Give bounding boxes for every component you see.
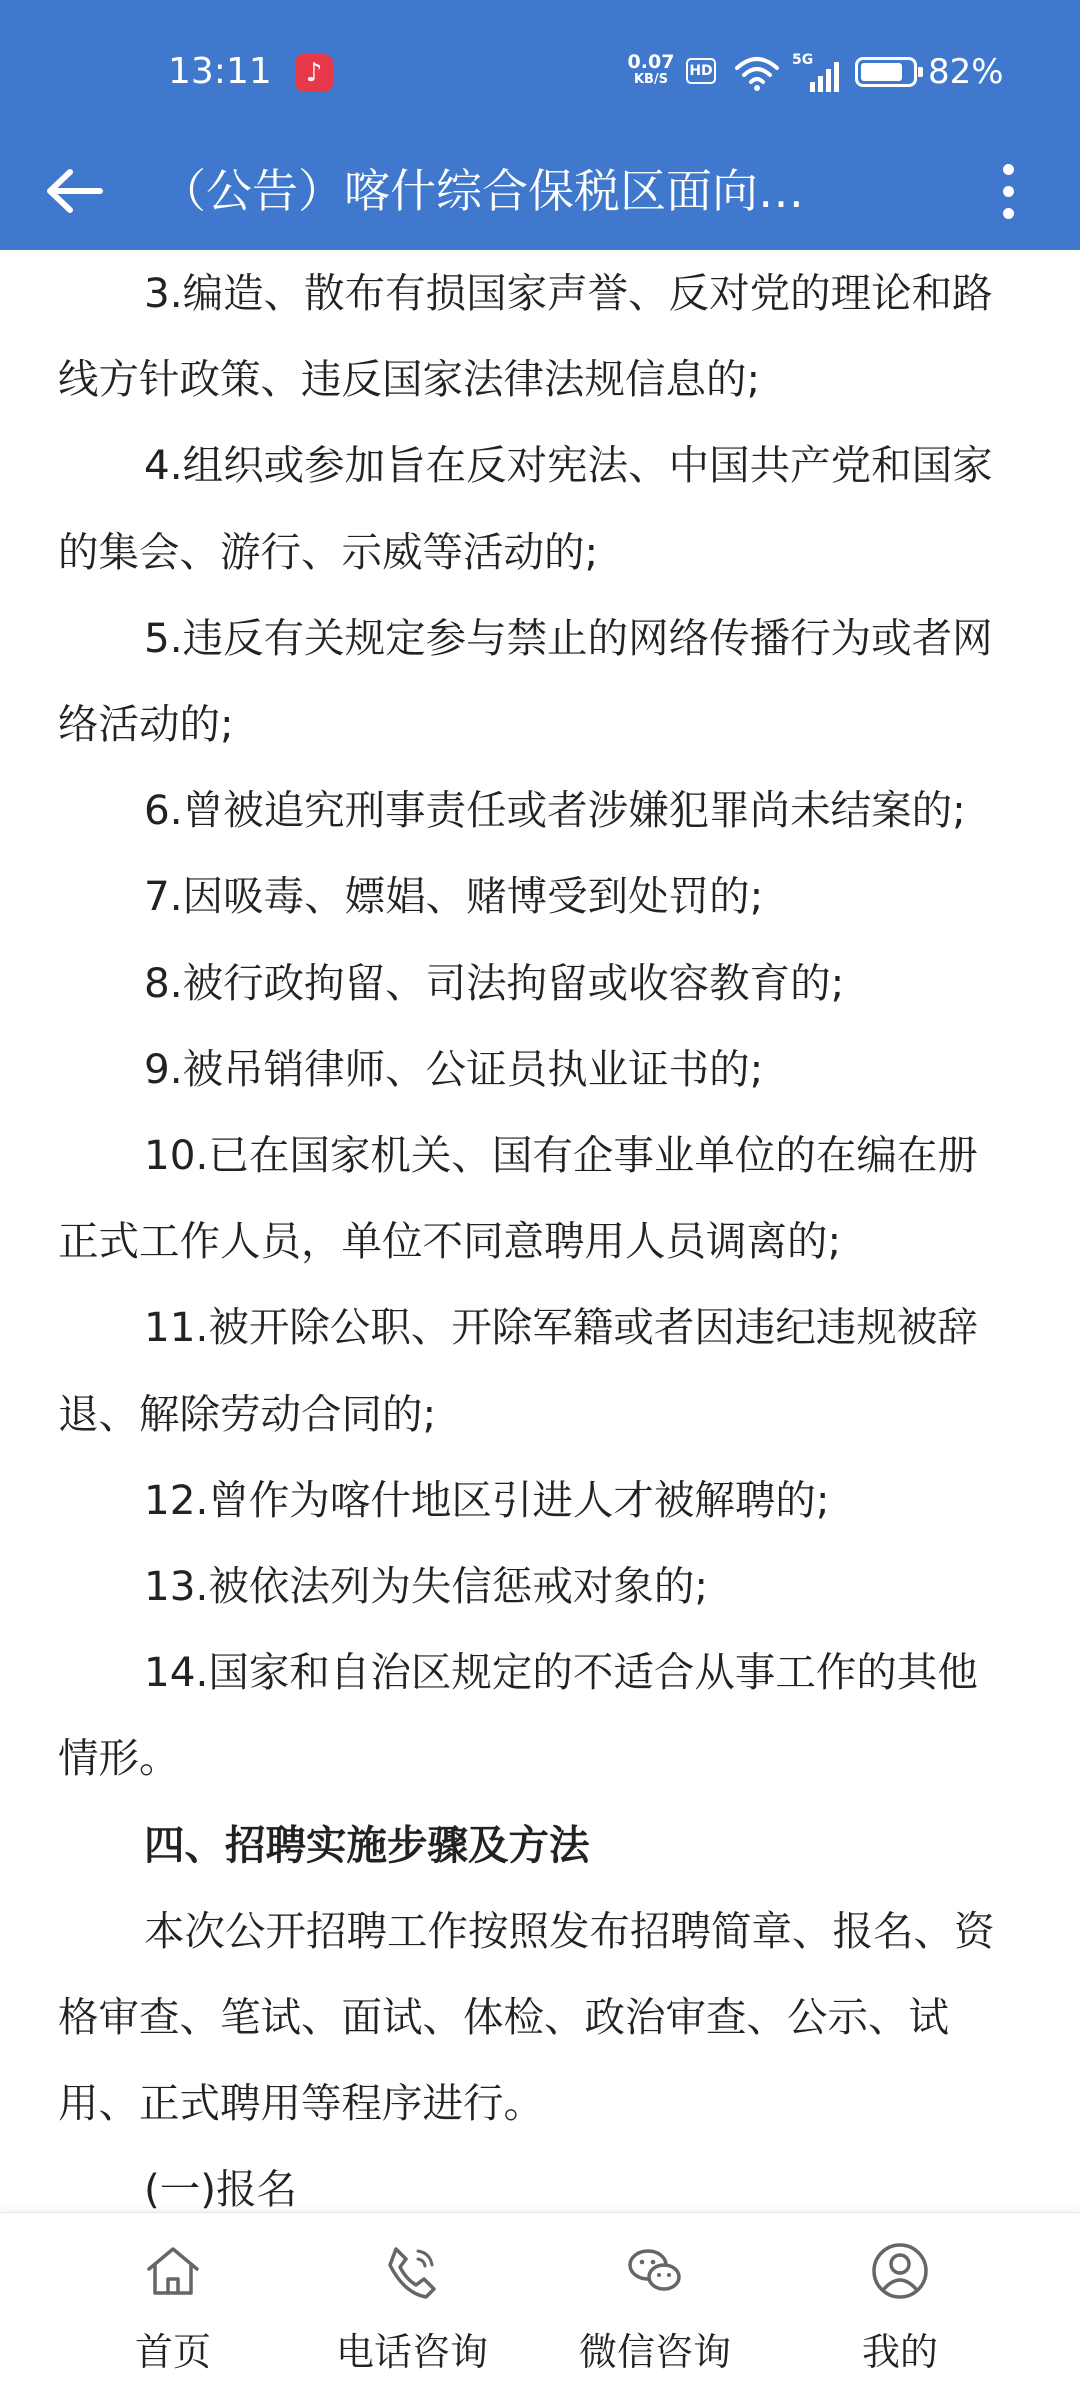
article-item: 4.组织或参加旨在反对宪法、中国共产党和国家的集会、游行、示威等活动的; bbox=[58, 441, 993, 576]
article-item: 8.被行政拘留、司法拘留或收容教育的; bbox=[144, 958, 845, 1007]
section-body: 本次公开招聘工作按照发布招聘简章、报名、资格审查、笔试、面试、体检、政治审查、公示、试用、正式聘用等程序进行。 bbox=[58, 1906, 995, 2128]
nav-label: 电话咨询 bbox=[335, 2330, 488, 2374]
battery-level bbox=[861, 63, 902, 81]
battery-icon bbox=[855, 57, 917, 87]
phone-icon bbox=[382, 2241, 442, 2301]
article-item: 3.编造、散布有损国家声誉、反对党的理论和路线方针政策、违反国家法律法规信息的; bbox=[58, 269, 993, 404]
more-options-button[interactable] bbox=[980, 149, 1036, 233]
home-icon bbox=[143, 2241, 203, 2301]
profile-icon bbox=[870, 2241, 930, 2301]
article-item: 12.曾作为喀什地区引进人才被解聘的; bbox=[144, 1475, 830, 1524]
music-notification-icon: ♪ bbox=[295, 54, 333, 92]
battery-percent: 82% bbox=[928, 52, 1004, 92]
arrow-left-icon bbox=[44, 166, 104, 216]
nav-phone-consult[interactable] bbox=[297, 2213, 527, 2401]
cellular-signal-icon bbox=[792, 52, 842, 92]
article-item: 14.国家和自治区规定的不适合从事工作的其他情形。 bbox=[58, 1648, 978, 1783]
nav-label: 首页 bbox=[134, 2330, 211, 2374]
status-time: 13:11 bbox=[168, 51, 272, 92]
bottom-navigation bbox=[0, 2212, 1080, 2401]
status-bar bbox=[0, 0, 1080, 145]
network-type: 5G bbox=[792, 52, 814, 68]
article-content bbox=[58, 250, 1018, 2212]
network-speed-value: 0.07 bbox=[627, 51, 675, 73]
nav-profile[interactable] bbox=[785, 2213, 1015, 2401]
article-item: 13.被依法列为失信惩戒对象的; bbox=[144, 1562, 709, 1611]
section-heading: 四、招聘实施步骤及方法 bbox=[144, 1820, 590, 1869]
article-item: 5.违反有关规定参与禁止的网络传播行为或者网络活动的; bbox=[58, 613, 993, 749]
article-item: 9.被吊销律师、公证员执业证书的; bbox=[144, 1044, 764, 1093]
header bbox=[0, 0, 1080, 250]
article-item: 11.被开除公职、开除军籍或者因违纪违规被辞退、解除劳动合同的; bbox=[58, 1303, 978, 1438]
nav-label: 微信咨询 bbox=[578, 2330, 731, 2374]
network-speed-unit: KB/S bbox=[633, 72, 669, 87]
wifi-icon bbox=[733, 52, 781, 92]
wechat-icon bbox=[625, 2241, 685, 2301]
page-title: （公告）喀什综合保税区面向… bbox=[160, 164, 804, 218]
article-item: 10.已在国家机关、国有企事业单位的在编在册正式工作人员，单位不同意聘用人员调离的; bbox=[58, 1131, 978, 1266]
back-button[interactable] bbox=[36, 153, 112, 229]
more-vert-icon bbox=[1003, 164, 1014, 175]
nav-label: 我的 bbox=[861, 2330, 938, 2374]
app-bar bbox=[0, 135, 1080, 250]
hd-icon: HD bbox=[686, 58, 716, 84]
nav-home[interactable] bbox=[58, 2213, 288, 2401]
article-item: 7.因吸毒、嫖娼、赌博受到处罚的; bbox=[144, 872, 764, 921]
article-item: 6.曾被追究刑事责任或者涉嫌犯罪尚未结案的; bbox=[144, 786, 966, 835]
nav-wechat-consult[interactable] bbox=[540, 2213, 770, 2401]
section-subheading: (一)报名 bbox=[144, 2165, 298, 2212]
network-speed bbox=[625, 52, 677, 88]
